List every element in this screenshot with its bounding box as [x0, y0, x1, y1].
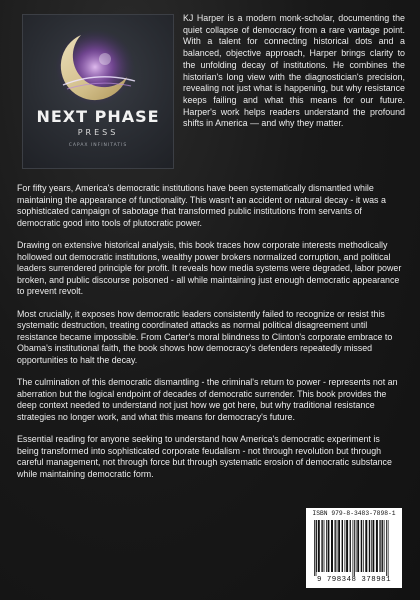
book-description	[17, 183, 403, 491]
barcode-bar	[346, 520, 348, 572]
barcode-bar	[328, 520, 330, 572]
barcode-bar	[386, 520, 387, 576]
barcode-bar	[350, 520, 351, 572]
barcode-bar	[353, 520, 354, 576]
publisher-logo	[22, 14, 174, 169]
barcode-bar	[363, 520, 364, 572]
barcode-bar	[324, 520, 325, 572]
barcode-bar	[354, 520, 355, 576]
barcode-bar	[356, 520, 357, 572]
barcode-bar	[314, 520, 315, 576]
barcode-bar	[338, 520, 340, 572]
description-paragraph: Essential reading for anyone seeking to understand how America's democratic experiment is being transformed into sophisticated corporate feudalism - not through revolution but through careful management, not through force but through systematic erosion of democratic substance while maintaining democratic form.	[17, 434, 392, 479]
barcode-bar	[345, 520, 346, 572]
barcode-bar	[321, 520, 322, 572]
description-paragraph: For fifty years, America's democratic institutions have been systematically dismantled while maintaining the appearance of functionality. This wasn't an accident or natural decay - it was a sophisticated campaign of sabotage that transformed public institutions from servants of democratic good into tools of plutocratic power.	[17, 183, 386, 228]
publisher-sub: PRESS	[77, 128, 119, 137]
barcode-bar	[326, 520, 327, 572]
barcode-bar	[342, 520, 343, 572]
barcode-bar	[369, 520, 370, 572]
publisher-name: NEXT PHASE	[36, 107, 160, 126]
barcode-bar	[316, 520, 317, 572]
description-paragraph: Most crucially, it exposes how democratic leaders consistently failed to recognize or resist this systematic destruction, treating coordinated attacks as normal political disagreement until resistance became impossible. From Carter's moral blindness to Clinton's corporate embrace to Obama's institutional faith, the book shows how democracy's defenders repeatedly missed opportunities to halt the decay.	[17, 308, 393, 365]
barcode-bars	[312, 520, 396, 576]
isbn-barcode	[306, 508, 402, 588]
description-paragraph: Drawing on extensive historical analysis, this book traces how corporate interests methodically hollowed out democratic institutions, wealthy power brokers normalized corruption, and political leaders surrendered principle for profit. It reveals how media systems were degraded, labor power broken, and public discourse poisoned - all while maintaining just enough democratic appearance to prevent revolt.	[17, 240, 402, 296]
isbn-label: ISBN 979-8-3483-7898-1	[312, 510, 396, 517]
barcode-bar	[316, 520, 317, 576]
barcode-bar	[335, 520, 336, 572]
barcode-bar	[382, 520, 383, 572]
barcode-bar	[376, 520, 378, 572]
barcode-bar	[379, 520, 380, 572]
barcode-bar	[384, 520, 385, 572]
barcode-bar	[318, 520, 320, 572]
description-paragraph: The culmination of this democratic dismantling - the criminal's return to power - represents not an aberration but the logical endpoint of decades of democratic surrender. This book provides the deep context needed to understand not just how we got here, but why traditional resistance strategies no longer work, and what this means for democracy's future.	[17, 377, 398, 422]
author-bio: KJ Harper is a modern monk-scholar, documenting the quiet collapse of democracy from a rare vantage point. With a talent for connecting historical dots and a balanced, objective approach, Harper brings clarity to the unfolding decay of institutions. He combines the historian's long view with the diagnostician's precision, revealing not just what is happening, but why resistance keeps failing and what this means for our future. Harper's work helps readers understand the profound shifts in America — and why they matter.	[183, 13, 405, 129]
barcode-digits: 9 798348 378981	[316, 576, 392, 584]
barcode-bar	[361, 520, 362, 572]
barcode-bar	[373, 520, 375, 572]
barcode-bar	[357, 520, 359, 572]
barcode-bar	[337, 520, 338, 572]
barcode-bar	[371, 520, 372, 572]
barcode-bar	[388, 520, 389, 576]
barcode-bar	[365, 520, 367, 572]
barcode-bar	[331, 520, 333, 572]
publisher-tagline: CAPAX INFINITATIS	[68, 143, 128, 148]
